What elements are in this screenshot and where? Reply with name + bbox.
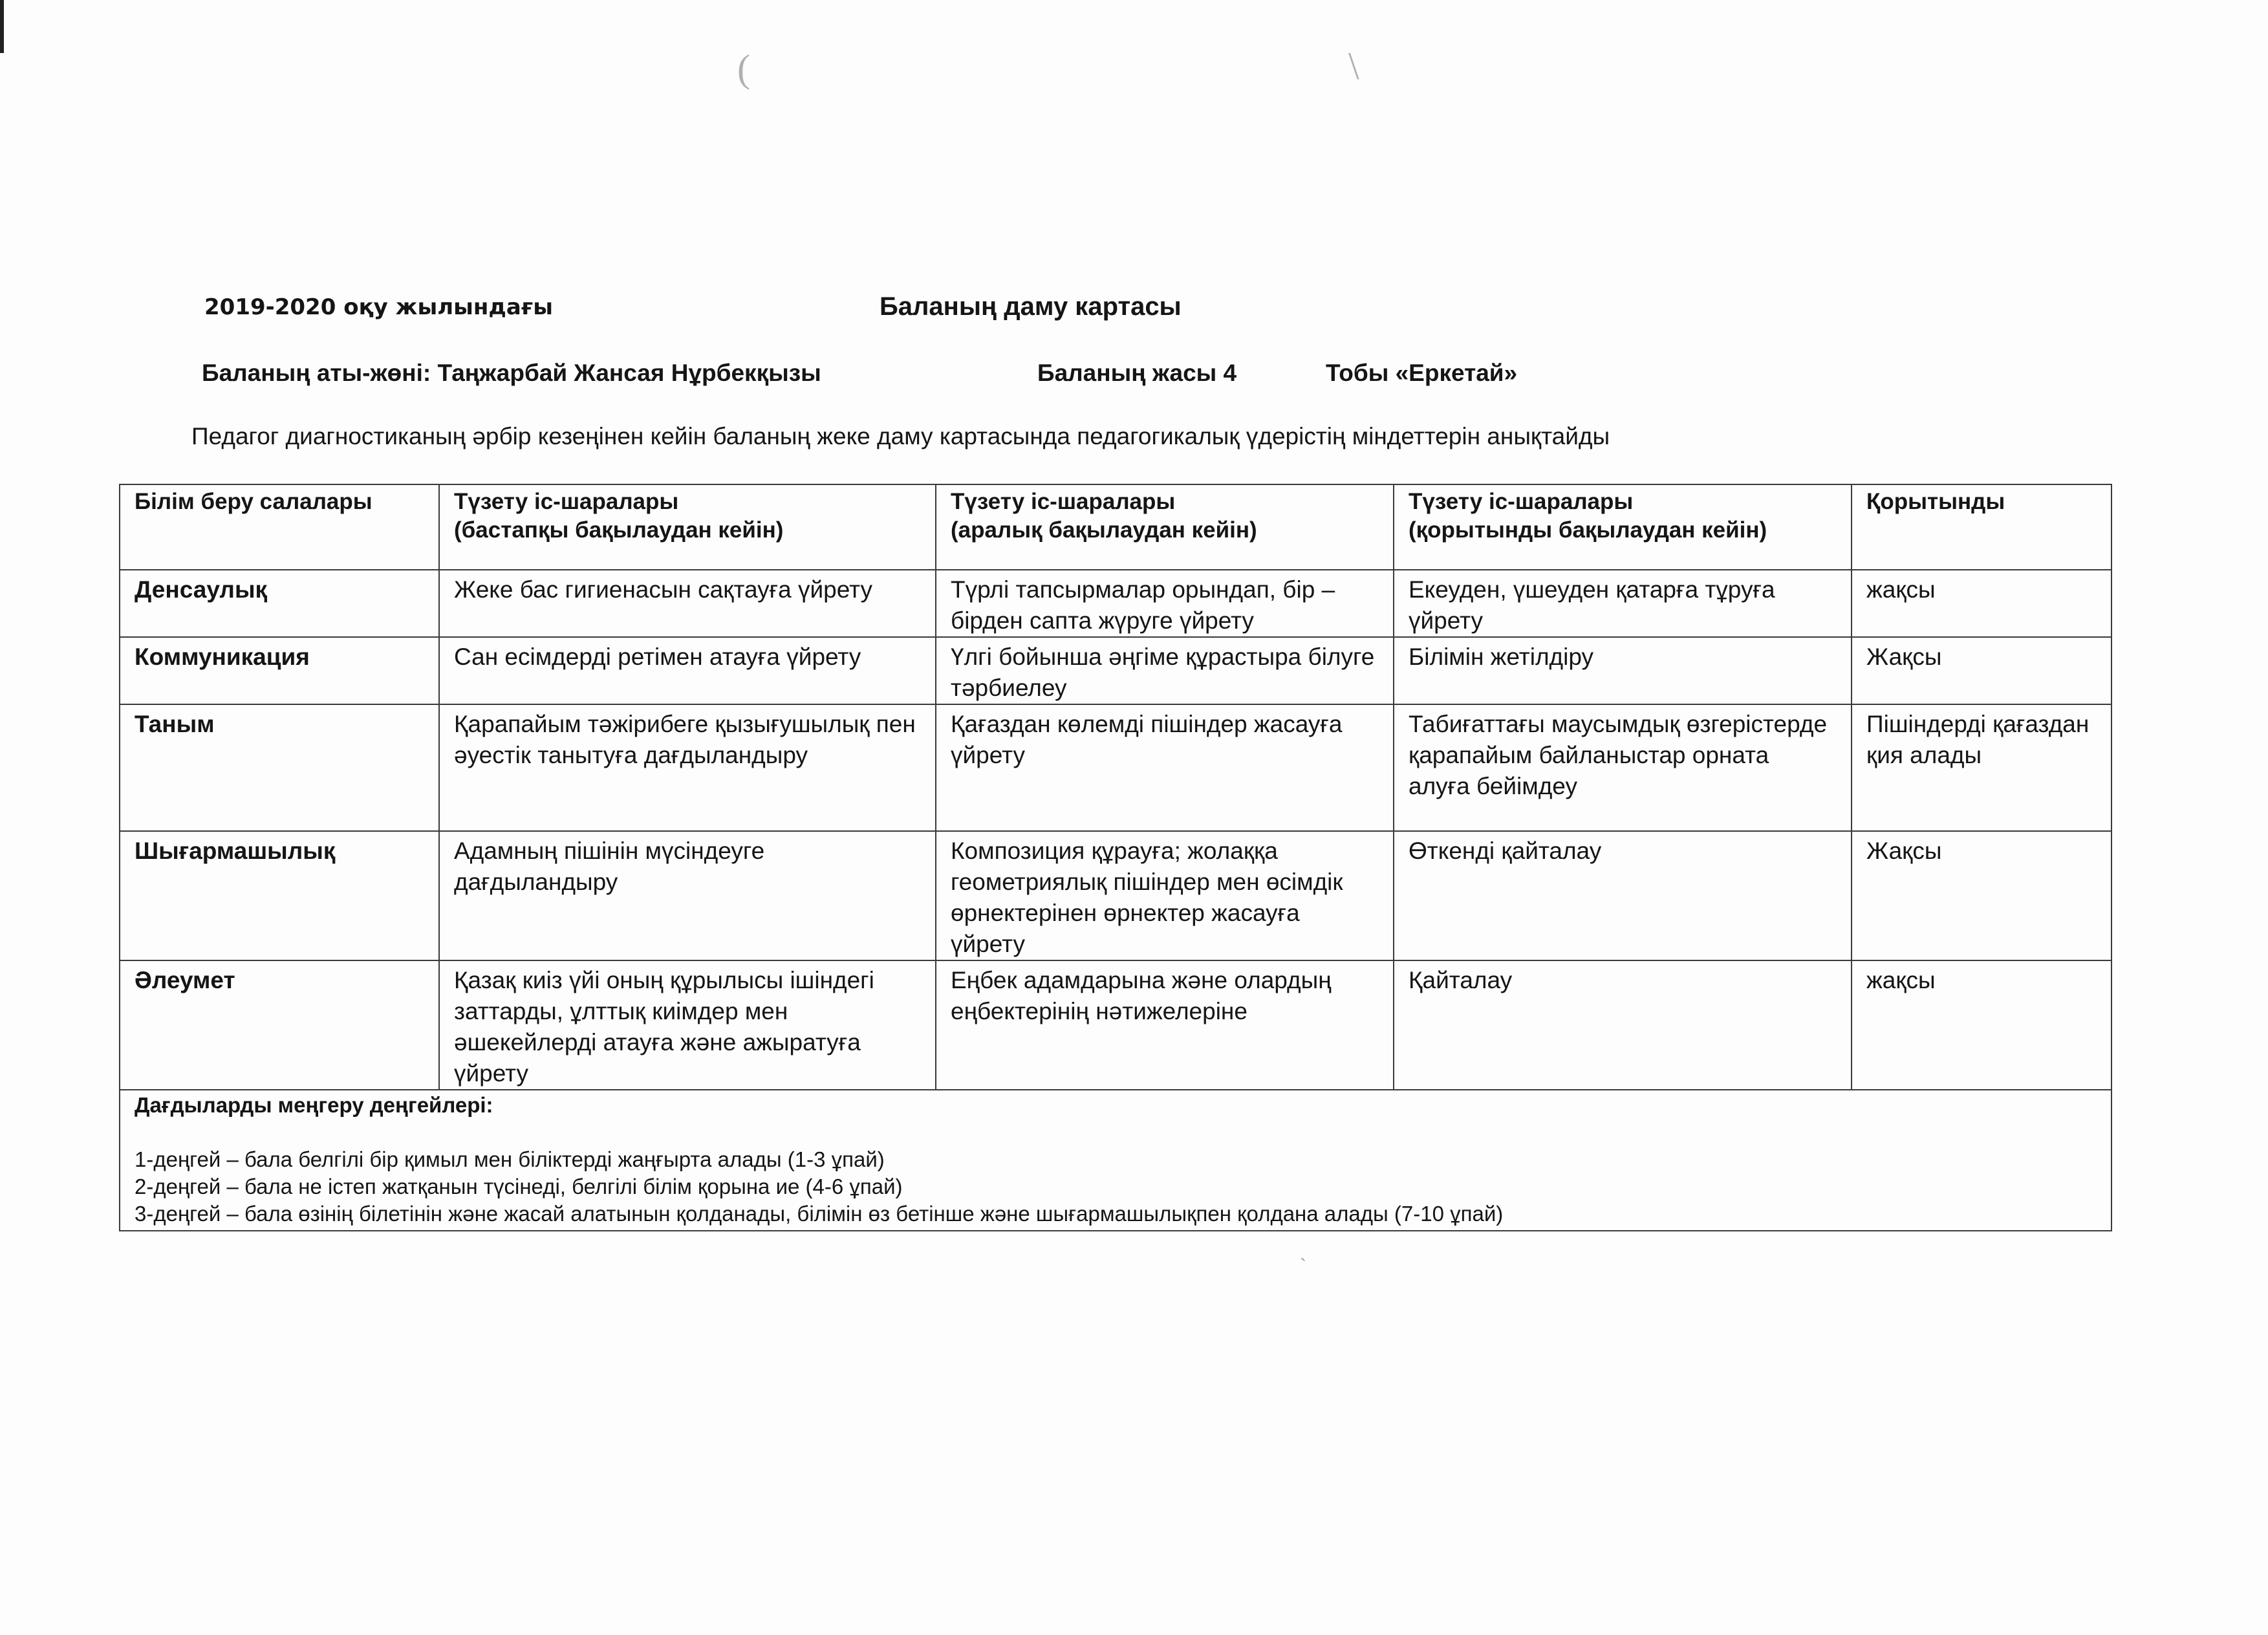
initial-cell: Сан есімдерді ретімен атауға үйрету xyxy=(439,637,936,704)
header-label: Түзету іс-шаралары xyxy=(951,489,1176,514)
scan-smudge: \ xyxy=(1348,45,1359,87)
intermediate-cell: Үлгі бойынша әңгіме құрастыра білуге тәрбиелеу xyxy=(936,637,1394,704)
final-cell: Білімін жетілдіру xyxy=(1394,637,1852,704)
result-cell: Жақсы xyxy=(1852,637,2111,704)
initial-cell: Қазақ киіз үйі оның құрылысы ішіндегі заттарды, ұлттық киімдер мен әшекейлерді атауға және ажыратуға үйрету xyxy=(439,960,936,1090)
area-cell: Әлеумет xyxy=(120,960,439,1090)
header-sublabel: (бастапқы бақылаудан кейін) xyxy=(454,517,784,543)
intermediate-cell: Еңбек адамдарына және олардың еңбектерінің нәтижелеріне xyxy=(936,960,1394,1090)
table-row xyxy=(120,570,2111,637)
child-group: Тобы «Еркетай» xyxy=(1326,360,1518,386)
intermediate-cell: Түрлі тапсырмалар орындап, бір – бірден сапта жүруге үйрету xyxy=(936,570,1394,637)
table-row xyxy=(120,637,2111,704)
academic-year: 2019-2020 оқу жылындағы xyxy=(204,294,553,320)
initial-cell: Адамның пішінін мүсіндеуге дағдыландыру xyxy=(439,831,936,960)
header-label: Қорытынды xyxy=(1866,489,2005,514)
intermediate-cell: Композиция құрауға; жолаққа геометриялық пішіндер мен өсімдік өрнектерінен өрнектер жасауға үйрету xyxy=(936,831,1394,960)
scan-speck: ˋ xyxy=(1300,1255,1306,1276)
level-2-text: 2-деңгей – бала не істеп жатқанын түсінеді, белгілі білім қорына ие (4-6 ұпай) xyxy=(135,1175,903,1198)
area-cell: Денсаулық xyxy=(120,570,439,637)
header-cell xyxy=(1852,484,2111,570)
levels-title: Дағдыларды меңгеру деңгейлері: xyxy=(135,1093,493,1117)
table-header-row xyxy=(120,484,2111,570)
initial-cell: Қарапайым тәжірибеге қызығушылық пен әуестік танытуға дағдыландыру xyxy=(439,704,936,831)
table-row xyxy=(120,831,2111,960)
intermediate-cell: Қағаздан көлемді пішіндер жасауға үйрету xyxy=(936,704,1394,831)
development-table xyxy=(119,484,2112,1231)
table-row xyxy=(120,960,2111,1090)
area-cell: Шығармашылық xyxy=(120,831,439,960)
child-name: Баланың аты-жөні: Таңжарбай Жансая Нұрбекқызы xyxy=(202,360,821,386)
final-cell: Қайталау xyxy=(1394,960,1852,1090)
level-3-text: 3-деңгей – бала өзінің білетінін және жасай алатынын қолданады, білімін өз бетінше және шығармашылықпен қолдана алады (7-10 ұпай) xyxy=(135,1202,1504,1226)
final-cell: Екеуден, үшеуден қатарға тұруға үйрету xyxy=(1394,570,1852,637)
document-title: Баланың даму картасы xyxy=(880,292,1182,321)
result-cell: Пішіндерді қағаздан қия алады xyxy=(1852,704,2111,831)
header-cell xyxy=(439,484,936,570)
level-1-text: 1-деңгей – бала белгілі бір қимыл мен біліктерді жаңғырта алады (1-3 ұпай) xyxy=(135,1147,885,1171)
header-cell xyxy=(1394,484,1852,570)
scan-smudge: ( xyxy=(737,47,750,90)
scan-edge-mark xyxy=(0,0,4,53)
header-sublabel: (аралық бақылаудан кейін) xyxy=(951,517,1257,543)
initial-cell: Жеке бас гигиенасын сақтауға үйрету xyxy=(439,570,936,637)
result-cell: жақсы xyxy=(1852,570,2111,637)
header-sublabel: (қорытынды бақылаудан кейін) xyxy=(1409,517,1767,543)
final-cell: Табиғаттағы маусымдық өзгерістерде қарапайым байланыстар орната алуға бейімдеу xyxy=(1394,704,1852,831)
header-cell xyxy=(120,484,439,570)
levels-footer-row xyxy=(120,1090,2111,1231)
header-label: Түзету іс-шаралары xyxy=(1409,489,1634,514)
final-cell: Өткенді қайталау xyxy=(1394,831,1852,960)
result-cell: жақсы xyxy=(1852,960,2111,1090)
levels-footer-cell xyxy=(120,1090,2111,1231)
result-cell: Жақсы xyxy=(1852,831,2111,960)
header-label: Білім беру салалары xyxy=(135,489,373,514)
intro-text: Педагог диагностиканың әрбір кезеңінен кейін баланың жеке даму картасында педагогикалық үдерістің міндеттерін анықтайды xyxy=(191,423,1610,449)
table-row xyxy=(120,704,2111,831)
area-cell: Таным xyxy=(120,704,439,831)
child-age: Баланың жасы 4 xyxy=(1037,360,1237,386)
area-cell: Коммуникация xyxy=(120,637,439,704)
header-label: Түзету іс-шаралары xyxy=(454,489,679,514)
header-cell xyxy=(936,484,1394,570)
